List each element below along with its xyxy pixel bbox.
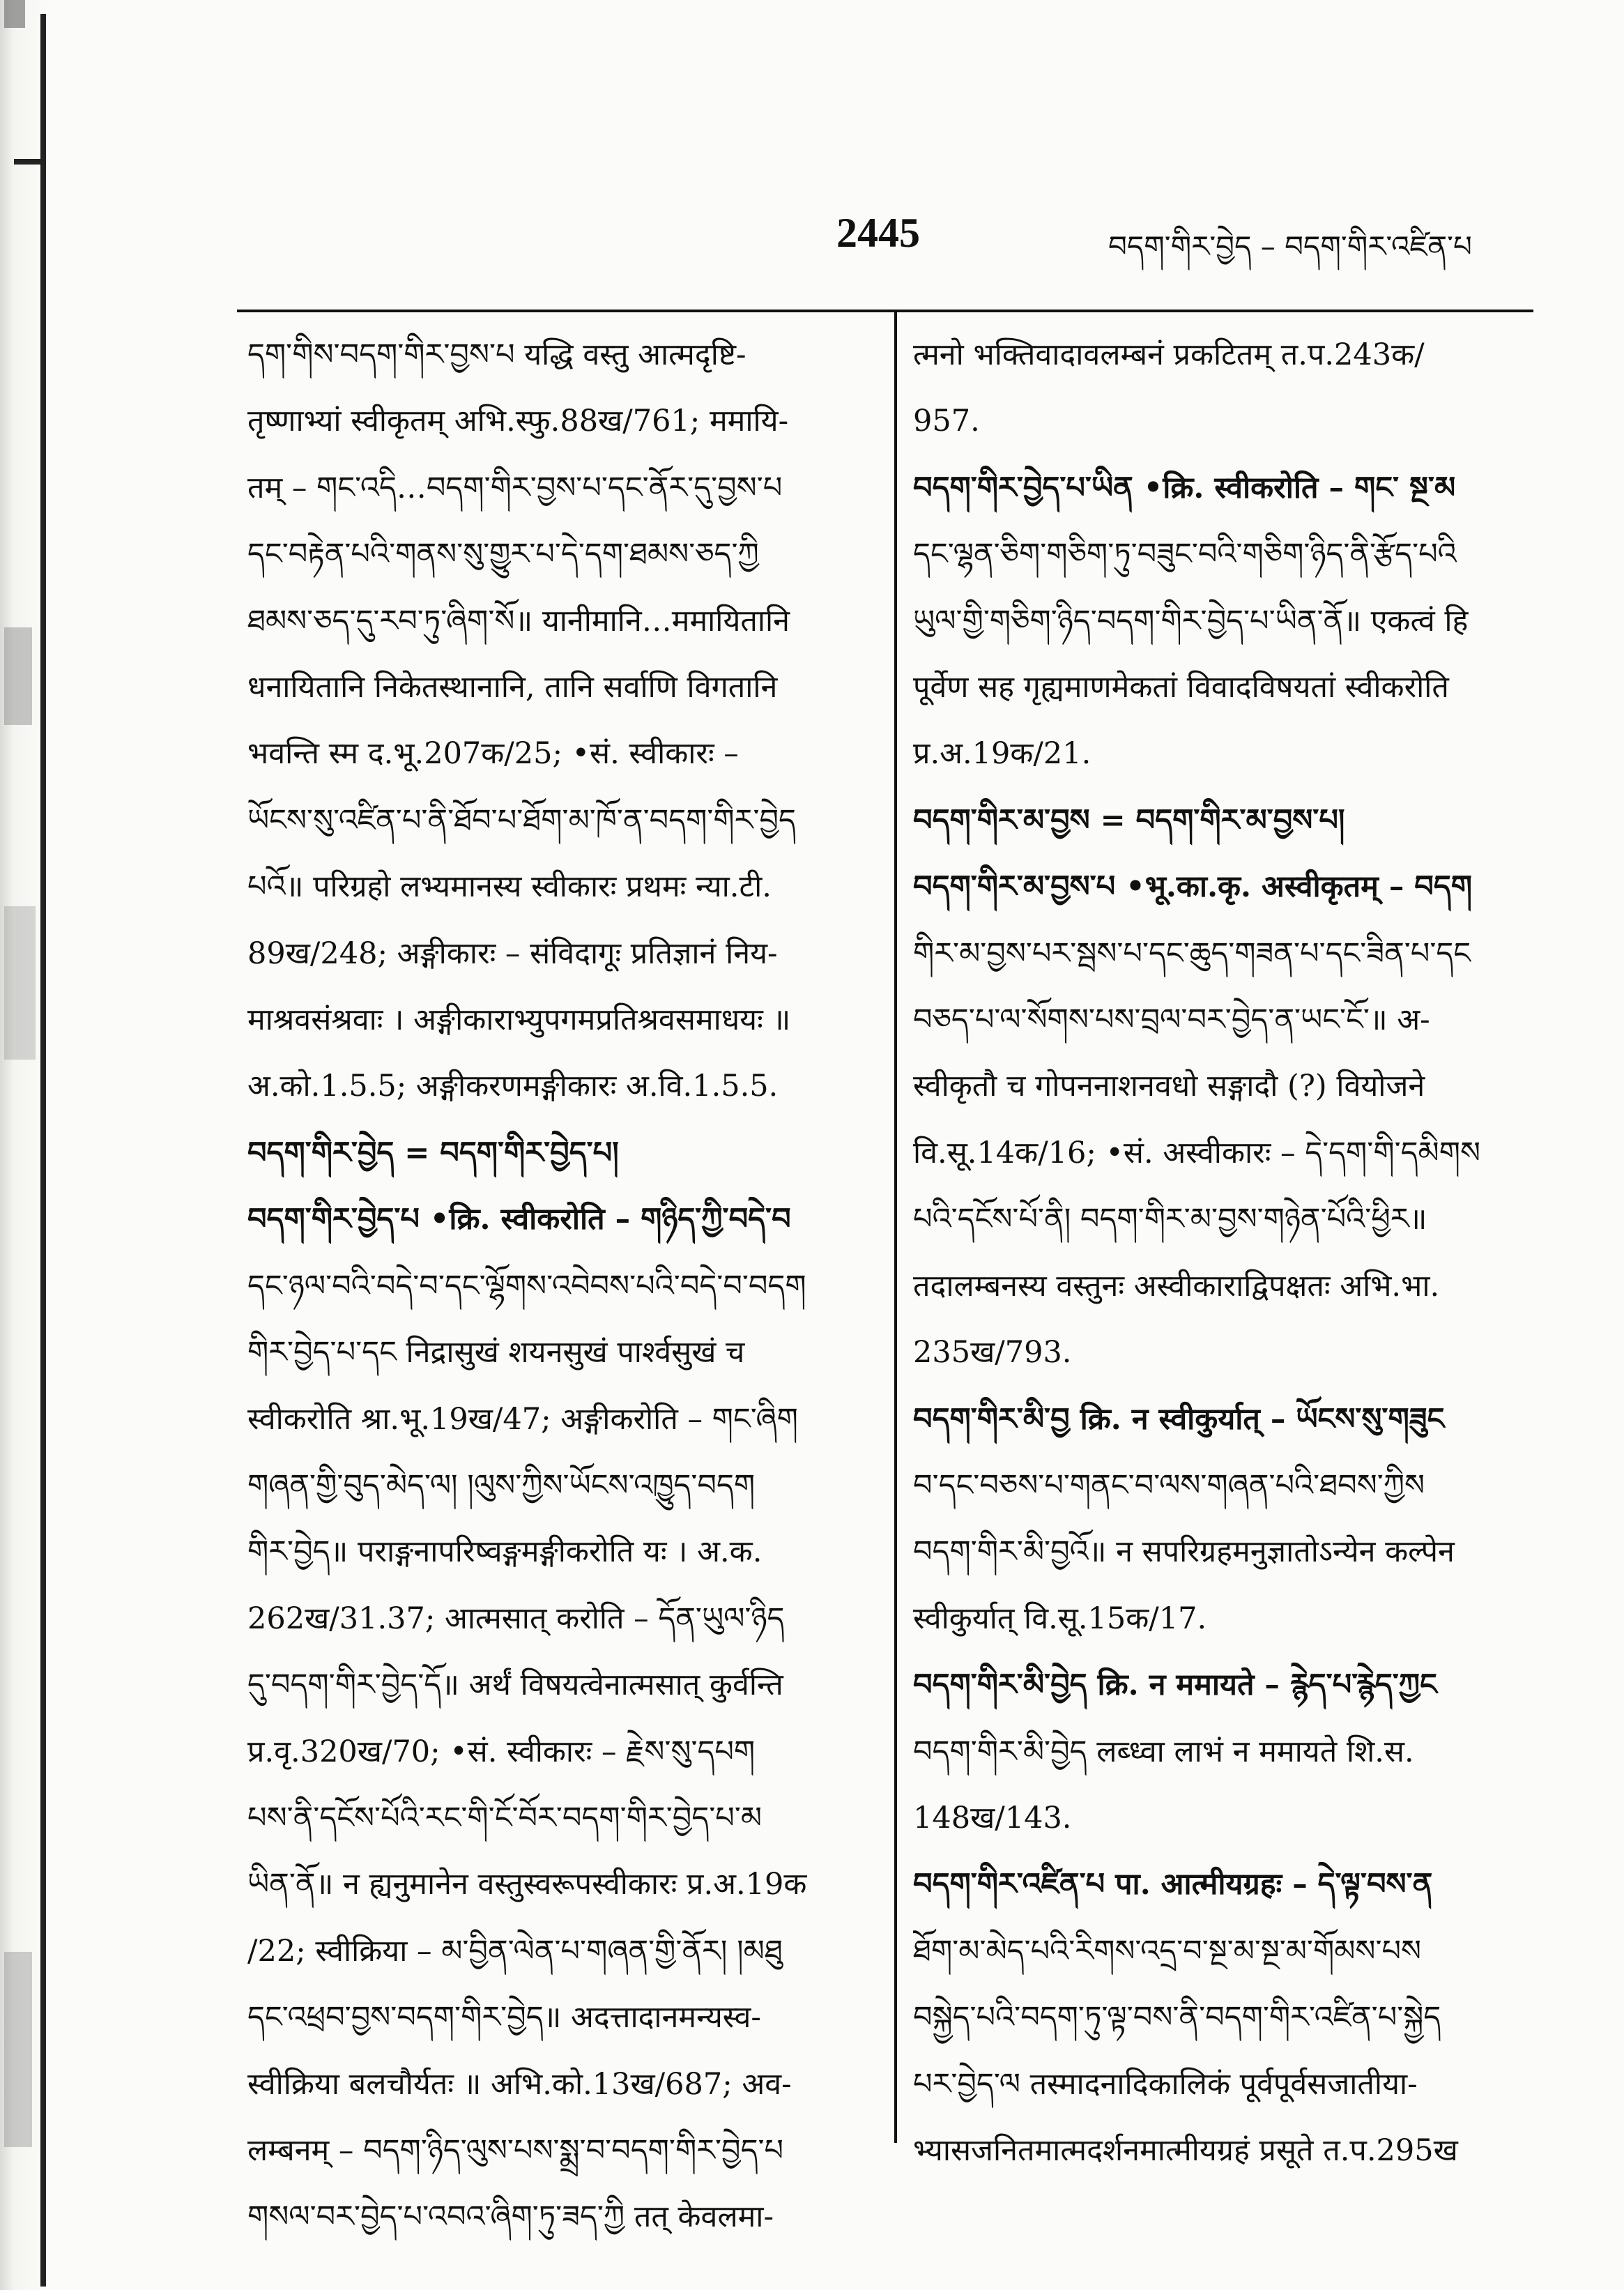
text-line: धनायितानि निकेतस्थानानि, तानि सर्वाणि विगतानि <box>247 670 778 705</box>
headword-line: བདག་གིར་མི་བྱ क्रि. न स्वीकुर्यात् – ཡོངས་སུ་གཟུང <box>913 1401 1445 1437</box>
headword-line: བདག་གིར་བྱེད = བདག་གིར་བྱེད་པ། <box>247 1135 619 1170</box>
text-line: वि.सू.14क/16; •सं. अस्वीकारः – དེ་དག་གི་དམིགས <box>913 1135 1481 1170</box>
text-line: भवन्ति स्म द.भू.207क/25; •सं. स्वीकारः – <box>247 736 739 772</box>
column-divider <box>894 310 897 2143</box>
text-line: प्र.अ.19क/21. <box>913 736 1091 772</box>
text-line: ཡོངས་སུ་འཛིན་པ་ནི་ཐོབ་པ་ཐོག་མ་ཁོ་ན་བདག་གིར་བྱེད <box>247 802 796 838</box>
text-line: त्मनो भक्तिवादावलम्बनं प्रकटितम् त.प.243क/ <box>913 337 1425 372</box>
text-line: तृष्णाभ्यां स्वीकृतम् अभि.स्फु.88ख/761; ममायि- <box>247 404 789 439</box>
text-line: གིར་བྱེད॥ पराङ्गनापरिष्वङ्गमङ्गीकरोति यः । अ.क. <box>247 1534 763 1570</box>
headword-line: བདག་གིར་བྱེད་པ་ཡིན •क्रि. स्वीकरोति – གང་ སྔ་མ <box>913 470 1456 505</box>
running-head: བདག་གིར་བྱེད – བདག་གིར་འཛིན་པ <box>1108 229 1472 264</box>
text-line: དང་འཕྲབ་བྱས་བདག་གིར་བྱེད॥ अदत्तादानमन्यस्व- <box>247 2000 761 2036</box>
text-line: གཞན་གྱི་བུད་མེད་ལ། །ལུས་ཀྱིས་ཡོངས་འཁྱུད་བདག <box>247 1467 756 1503</box>
text-line: དུ་བདག་གིར་བྱེད་དོ॥ अर्थं विषयत्वेनात्मसात् कुर्वन्ति <box>247 1667 783 1703</box>
text-line: 89ख/248; अङ्गीकारः – संविदागूः प्रतिज्ञानं निय- <box>247 936 778 971</box>
text-line: अ.को.1.5.5; अङ्गीकरणमङ्गीकारः अ.वि.1.5.5. <box>247 1069 779 1104</box>
text-line: དང་ལྷན་ཅིག་གཅིག་ཏུ་བཟུང་བའི་གཅིག་ཉིད་ནི་རྩོད་པའི <box>913 537 1457 572</box>
text-line: བཅད་པ་ལ་སོགས་པས་བྲལ་བར་བྱེད་ན་ཡང་ངོ་॥ अ- <box>913 1002 1430 1038</box>
text-line: 262ख/31.37; आत्मसात् करोति – དོན་ཡུལ་ཉིད <box>247 1601 785 1636</box>
text-line: བ་དང་བཅས་པ་གནང་བ་ལས་གཞན་པའི་ཐབས་ཀྱིས <box>913 1467 1425 1503</box>
text-line: ཡུལ་གྱི་གཅིག་ཉིད་བདག་གིར་བྱེད་པ་ཡིན་ནོ॥ एकत्वं हि <box>913 603 1469 639</box>
text-line: བསྐྱེད་པའི་བདག་ཏུ་ལྟ་བས་ནི་བདག་གིར་འཛིན་པ་སྐྱེད <box>913 2000 1441 2036</box>
text-line: पूर्वेण सह गृह्यमाणमेकतां विवादविषयतां स्वीकरोति <box>913 670 1449 705</box>
text-line: स्वीकरोति श्रा.भू.19ख/47; अङ्गीकरोति – གང་ཞིག <box>247 1401 798 1437</box>
text-line: ཡིན་ནོ॥ न ह्यनुमानेन वस्तुस्वरूपस्वीकारः प्र.अ.19क <box>247 1867 807 1902</box>
text-line: པར་བྱེད་ལ तस्मादनादिकालिकं पूर्वपूर्वसजातीया- <box>913 2066 1418 2102</box>
text-line: स्वीकृतौ च गोपननाशनवधो सङ्गादौ (?) वियोजने <box>913 1069 1425 1104</box>
binding-tick <box>14 159 46 165</box>
headword-line: བདག་གིར་འཛིན་པ पा. आत्मीयग्रहः – དེ་ལྟ་བས་ན <box>913 1867 1433 1902</box>
page-header <box>0 209 1624 293</box>
text-line: /22; स्वीक्रिया – མ་བྱིན་ལེན་པ་གཞན་གྱི་ནོར། །མཐུ <box>247 1933 783 1969</box>
text-line: བདག་གིར་མི་བྱེད लब्ध्वा लाभं न ममायते शि.स. <box>913 1734 1414 1769</box>
text-line: པས་ནི་དངོས་པོའི་རང་གི་ངོ་བོར་བདག་གིར་བྱེད་པ་མ <box>247 1800 763 1835</box>
headword-line: བདག་གིར་བྱེད་པ •क्रि. स्वीकरोति – གཉིད་ཀྱི་བདེ་བ <box>247 1202 791 1237</box>
text-line: གིར་མ་བྱས་པར་སྦས་པ་དང་ཆུད་གཟན་པ་དང་ཟིན་པ་དང <box>913 936 1471 971</box>
text-line: लम्बनम् – བདག་ཉིད་ལུས་པས་སྨྲ་བ་བདག་གིར་བྱེད་པ <box>247 2132 784 2168</box>
text-line: स्वीक्रिया बलचौर्यतः ॥ अभि.को.13ख/687; अव- <box>247 2066 792 2102</box>
text-line: གིར་བྱེད་པ་དང निद्रासुखं शयनसुखं पार्श्वसुखं च <box>247 1335 745 1371</box>
left-column <box>247 322 882 2251</box>
page-number: 2445 <box>836 210 920 256</box>
text-line: ཐོག་མ་མེད་པའི་རིགས་འདྲ་བ་སྔ་མ་སྔ་མ་གོམས་པས <box>913 1933 1422 1969</box>
header-rule <box>237 310 1533 312</box>
text-line: གསལ་བར་བྱེད་པ་འབའ་ཞིག་ཏུ་ཟད་ཀྱི तत् केवलमा- <box>247 2199 774 2235</box>
text-line: 957. <box>913 404 980 439</box>
text-line: तदालम्बनस्य वस्तुनः अस्वीकाराद्विपक्षतः अभि.भा. <box>913 1268 1440 1304</box>
text-line: भ्यासजनितमात्मदर्शनमात्मीयग्रहं प्रसूते त.प.295ख <box>913 2132 1458 2168</box>
text-line: བདག་གིར་མི་བྱའོ॥ न सपरिग्रहमनुज्ञातोऽन्येन कल्पेन <box>913 1534 1455 1570</box>
text-line: པའོ॥ परिग्रहो लभ्यमानस्य स्वीकारः प्रथमः न्या.टी. <box>247 869 772 905</box>
text-line: པའི་དངོས་པོ་ནི། བདག་གིར་མ་བྱས་གཉེན་པོའི་ཕྱིར॥ <box>913 1202 1427 1237</box>
binding-line <box>40 14 46 2287</box>
right-column <box>913 322 1533 2184</box>
text-line: ཐམས་ཅད་དུ་རབ་ཏུ་ཞིག་སོ॥ यानीमानि…ममायितानि <box>247 603 790 639</box>
headword-line: བདག་གིར་མ་བྱས = བདག་གིར་མ་བྱས་པ། <box>913 802 1345 838</box>
text-line: माश्रवसंश्रवाः । अङ्गीकाराभ्युपगमप्रतिश्रवसमाधयः ॥ <box>247 1002 791 1038</box>
text-line: དག་གིས་བདག་གིར་བྱས་པ यद्धि वस्तु आत्मदृष्टि- <box>247 337 746 372</box>
text-line: དང་ཉལ་བའི་བདེ་བ་དང་ལྷོགས་འབེབས་པའི་བདེ་བ་བདག <box>247 1268 806 1304</box>
text-line: तम् – གང་འདི…བདག་གིར་བྱས་པ་དང་ནོར་དུ་བྱས་པ <box>247 470 783 505</box>
headword-line: བདག་གིར་མི་བྱེད क्रि. न ममायते – རྙེད་པ་རྙེད་ཀྱང <box>913 1667 1437 1703</box>
text-line: प्र.वृ.320ख/70; •सं. स्वीकारः – རྗེས་སུ་དཔག <box>247 1734 756 1769</box>
text-line: 148ख/143. <box>913 1800 1072 1835</box>
text-line: དང་བརྟེན་པའི་གནས་སུ་གྱུར་པ་དེ་དག་ཐམས་ཅད་ཀྱི <box>247 537 759 572</box>
text-line: 235ख/793. <box>913 1335 1072 1371</box>
headword-line: བདག་གིར་མ་བྱས་པ •भू.का.कृ. अस्वीकृतम् – བདག <box>913 869 1473 905</box>
text-line: स्वीकुर्यात् वि.सू.15क/17. <box>913 1601 1207 1636</box>
